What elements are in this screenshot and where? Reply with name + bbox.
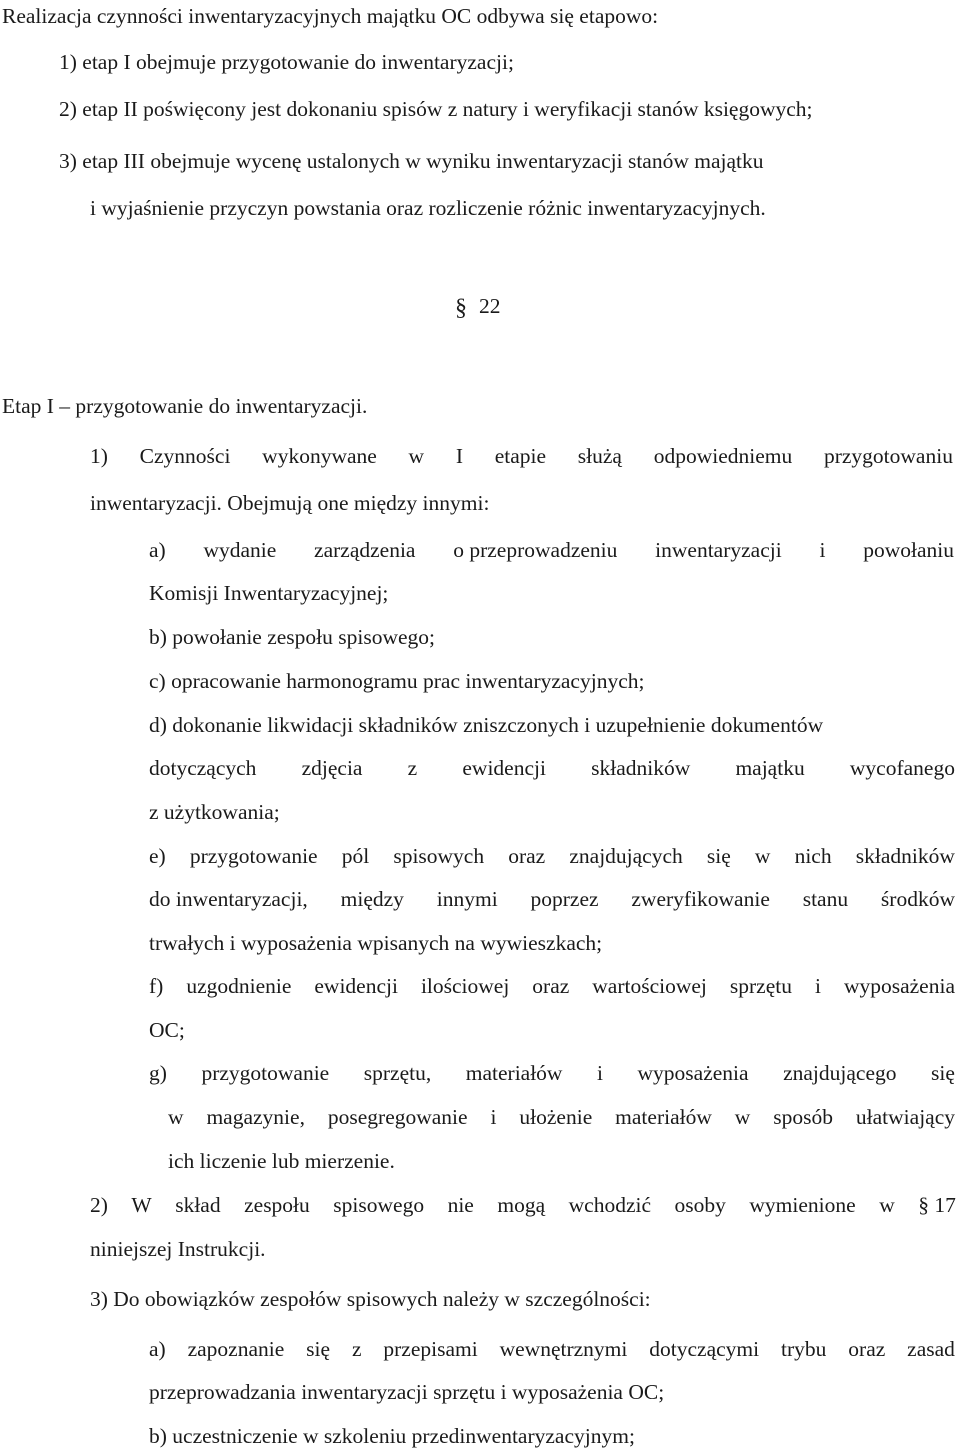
item-e-line-3: trwałych i wyposażenia wpisanych na wywieszkach;	[149, 931, 603, 955]
item-d-line-2: dotyczących zdjęcia z ewidencji składników majątku wycofanego	[149, 756, 955, 780]
stage-2: 2) etap II poświęcony jest dokonaniu spisów z natury i weryfikacji stanów księgowych;	[59, 97, 813, 121]
item-g-line-2: w magazynie, posegregowanie i ułożenie materiałów w sposób ułatwiający	[168, 1105, 955, 1129]
point-1-line-2: inwentaryzacji. Obejmują one między innymi:	[90, 491, 490, 515]
item-d-line-3: z użytkowania;	[149, 800, 280, 824]
point-1-line-1: 1) Czynności wykonywane w I etapie służą odpowiedniemu przygotowaniu	[90, 444, 953, 468]
item-c: c) opracowanie harmonogramu prac inwentaryzacyjnych;	[149, 669, 645, 693]
stage-3-continuation: i wyjaśnienie przyczyn powstania oraz rozliczenie różnic inwentaryzacyjnych.	[90, 196, 766, 220]
stage-heading: Etap I – przygotowanie do inwentaryzacji.	[2, 394, 368, 418]
item-g-line-1: g) przygotowanie sprzętu, materiałów i wyposażenia znajdującego się	[149, 1061, 955, 1085]
item-e-line-2: do inwentaryzacji, między innymi poprzez zweryfikowanie stanu środków	[149, 887, 955, 911]
stage-1: 1) etap I obejmuje przygotowanie do inwentaryzacji;	[59, 50, 514, 74]
item-f-line-1: f) uzgodnienie ewidencji ilościowej oraz wartościowej sprzętu i wyposażenia	[149, 974, 955, 998]
point-2-line-1: 2) W skład zespołu spisowego nie mogą wchodzić osoby wymienione w § 17	[90, 1193, 956, 1217]
item-g-line-3: ich liczenie lub mierzenie.	[168, 1149, 395, 1173]
section-symbol: §	[455, 295, 467, 321]
point-3-item-b: b) uczestniczenie w szkoleniu przedinwentaryzacyjnym;	[149, 1424, 635, 1448]
point-3-item-a-line-1: a) zapoznanie się z przepisami wewnętrznymi dotyczącymi trybu oraz zasad	[149, 1337, 955, 1361]
intro-paragraph: Realizacja czynności inwentaryzacyjnych majątku OC odbywa się etapowo:	[2, 4, 659, 28]
item-a-line-2: Komisji Inwentaryzacyjnej;	[149, 581, 389, 605]
point-3-item-a-line-2: przeprowadzania inwentaryzacji sprzętu i wyposażenia OC;	[149, 1380, 665, 1404]
section-value: 22	[479, 294, 501, 318]
section-number	[455, 293, 501, 321]
item-f-line-2: OC;	[149, 1018, 185, 1042]
point-3-line-1: 3) Do obowiązków zespołów spisowych należy w szczególności:	[90, 1287, 651, 1311]
stage-3: 3) etap III obejmuje wycenę ustalonych w wyniku inwentaryzacji stanów majątku	[59, 149, 764, 173]
item-e-line-1: e) przygotowanie pól spisowych oraz znajdujących się w nich składników	[149, 844, 955, 868]
point-2-line-2: niniejszej Instrukcji.	[90, 1237, 266, 1261]
item-d-line-1: d) dokonanie likwidacji składników zniszczonych i uzupełnienie dokumentów	[149, 713, 824, 737]
item-a-line-1: a) wydanie zarządzenia o przeprowadzeniu inwentaryzacji i powołaniu	[149, 538, 954, 562]
item-b: b) powołanie zespołu spisowego;	[149, 625, 436, 649]
